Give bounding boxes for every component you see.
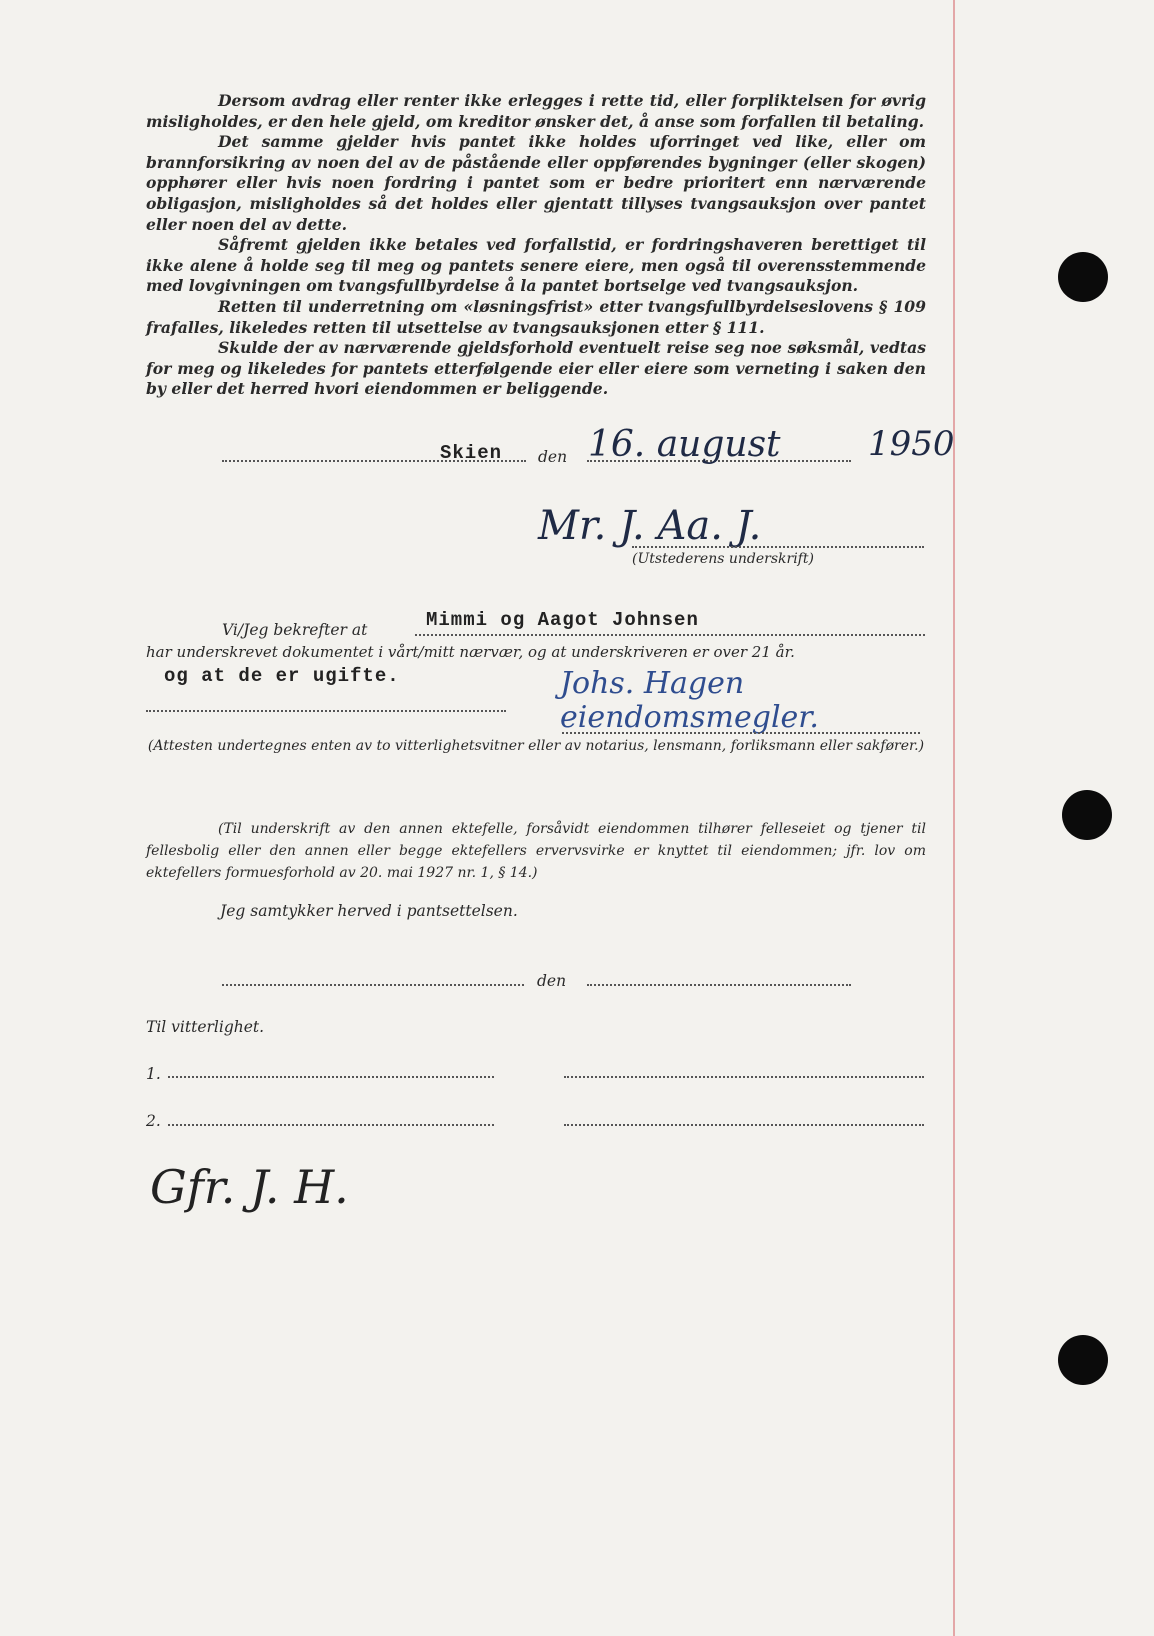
witness-heading: Til vitterlighet. [146,1018,265,1036]
witness-1-line [168,1076,494,1078]
paragraph: Det samme gjelder hvis pantet ikke holdes uforringet ved like, eller om brannforsikring av noen del av de påstående eller oppførendes bygninger (eller skogen) opphører eller hvis noen fordring i pantet som er bedre prioritert enn nærværende obligasjon, misligholdes så det holdes eller gjentatt tillyses tvangsauksjon over pantet eller noen del av dette. [146,132,926,234]
spouse-note: (Til underskrift av den annen ektefelle, forsåvidt eiendommen tilhører felleseiet og tjener til fellesbolig eller den annen eller begge ektefellers ervervsvirke er knyttet til eiendommen; jfr. lov om ektefellers formuesforhold av 20. mai 1927 nr. 1, § 14.) [146,821,926,881]
handwritten-date: 16. august [588,424,781,465]
place-name: Skien [440,442,503,464]
den-label: den [538,448,568,466]
paragraph: Såfremt gjelden ikke betales ved forfallstid, er fordringshaveren berettiget til ikke alene å holde seg til meg og pantets senere eiere, men også til overensstemmende med lovgivningen om tvangsfullbyrdelse å la pantet bortselge ved tvangsauksjon. [146,235,926,296]
paragraph: Skulde der av nærværende gjeldsforhold eventuelt reise seg noe søksmål, vedtas for meg og likeledes for pantets etterfølgende eier eller eiere som verneting i saken den by eller det herred hvori eiendommen er beliggende. [146,338,926,399]
den-label-2: den [537,972,567,990]
issuer-signature: Mr. J. Aa. J. [538,503,762,549]
witness-2-line [168,1124,494,1126]
terms-text [146,91,926,400]
witness-title: eiendomsmegler. [560,700,819,735]
witness-number-1: 1. [146,1065,161,1083]
attest-note: (Attesten undertegnes enten av to vitterlighetsvitner eller av notarius, lensmann, forliksmann eller sakfører.) [147,738,925,754]
witness-number-2: 2. [146,1112,161,1130]
witness-signature: Johs. Hagen [560,666,745,701]
paragraph: Dersom avdrag eller renter ikke erlegges i rette tid, eller forpliktelsen for øvrig misligholdes, er den hele gjeld, om kreditor ønsker det, å anse som forfallen til betaling. [146,91,926,131]
attest-statement: har underskrevet dokumentet i vårt/mitt nærvær, og at underskriveren er over 21 år. [146,643,795,661]
typed-addition: og at de er ugifte. [164,665,400,687]
spouse-date-line [587,984,851,986]
paragraph: Retten til underretning om «løsningsfrist» etter tvangsfullbyrdelseslovens § 109 frafalles, likeledes retten til utsettelse av tvangsauksjonen etter § 111. [146,296,926,337]
handwritten-initials: Gfr. J. H. [150,1160,349,1214]
issuer-caption: (Utstederens underskrift) [632,551,814,567]
margin-line [953,0,955,1636]
signature-line [632,546,924,548]
spouse-signature-line [222,984,524,986]
witness-line [562,732,920,734]
witness-line [146,710,506,712]
witness-2-line-b [564,1124,924,1126]
punch-hole [1058,1335,1108,1385]
punch-hole [1058,252,1108,302]
punch-hole [1062,790,1112,840]
handwritten-year: 1950 [868,424,955,464]
signer-names: Mimmi og Aagot Johnsen [426,609,699,631]
confirm-label: Vi/Jeg bekrefter at [222,621,368,639]
witness-1-line-b [564,1076,924,1078]
names-line [415,634,925,636]
consent-text: Jeg samtykker herved i pantsettelsen. [220,902,518,920]
